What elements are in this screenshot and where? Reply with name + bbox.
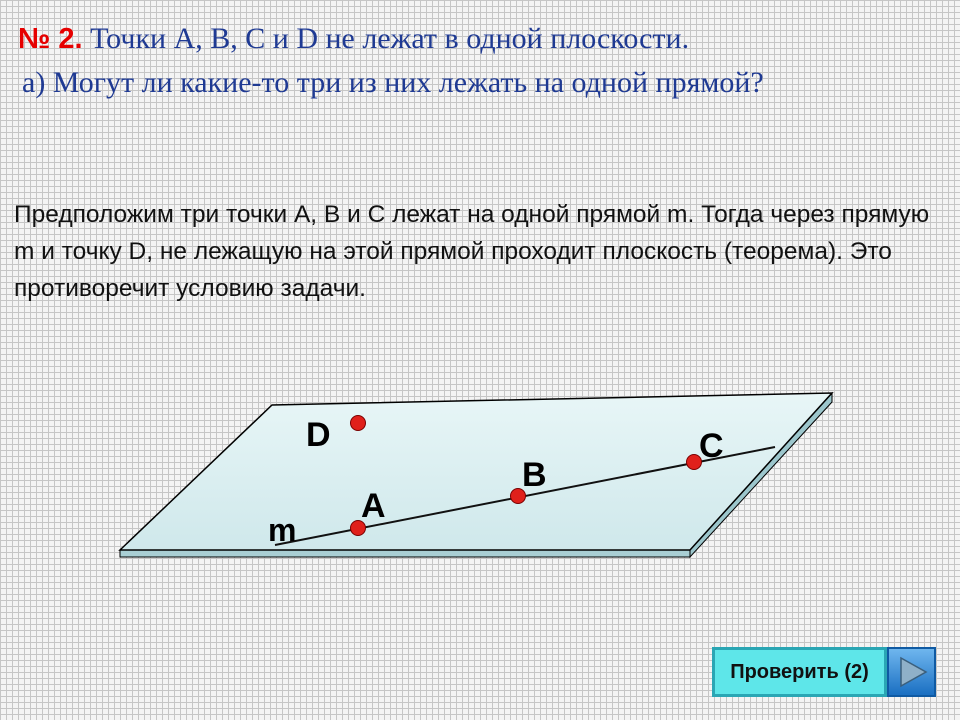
- plane-surface: [120, 393, 832, 550]
- check-button[interactable]: [712, 647, 936, 697]
- plane: [120, 393, 832, 557]
- problem-number: № 2.: [18, 23, 83, 55]
- play-arrow-icon: [887, 647, 936, 697]
- line-m-label: m: [268, 512, 297, 548]
- solution-text: Предположим три точки А, В и С лежат на одной прямой m. Тогда через прямую m и точку D, не лежащую на этой прямой проходит плоскость (теорема). Это противоречит условию задачи.: [14, 201, 930, 302]
- check-button-label: Проверить (2): [712, 647, 887, 697]
- point-b-label: B: [522, 456, 547, 494]
- point-d-marker: [351, 416, 366, 431]
- point-c-label: C: [699, 427, 724, 465]
- point-d-label: D: [306, 416, 331, 454]
- problem-condition: Точки А, В, С и D не лежат в одной плоскости.: [90, 22, 690, 55]
- problem-question: а) Могут ли какие-то три из них лежать на одной прямой?: [22, 66, 764, 99]
- plane-edge: [120, 550, 690, 557]
- point-a-label: A: [361, 487, 386, 525]
